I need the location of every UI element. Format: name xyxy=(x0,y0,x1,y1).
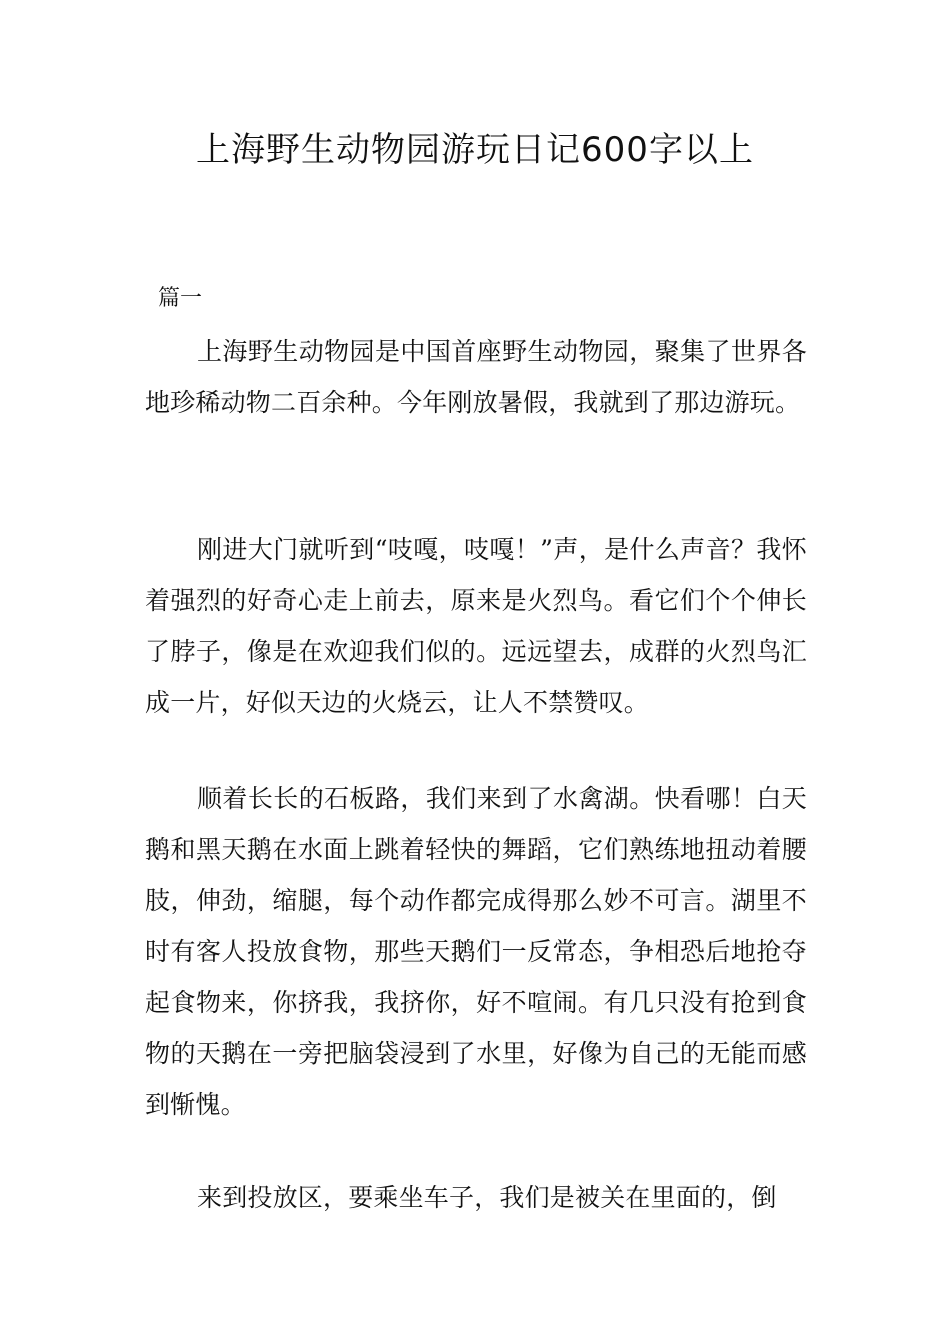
paragraph-4: 来到投放区，要乘坐车子，我们是被关在里面的，倒 xyxy=(197,1183,777,1212)
paragraph-1: 上海野生动物园是中国首座野生动物园，聚集了世界各地珍稀动物二百余种。今年刚放暑假，我就到了那边游玩。 xyxy=(145,337,807,417)
document-title: 上海野生动物园游玩日记600字以上 xyxy=(196,130,754,170)
section-label: 篇一 xyxy=(158,286,203,311)
paragraph-3: 顺着长长的石板路，我们来到了水禽湖。快看哪！白天鹅和黑天鹅在水面上跳着轻快的舞蹈，它们熟练地扭动着腰肢，伸劲，缩腿，每个动作都完成得那么妙不可言。湖里不时有客人投放食物，那些天鹅们一反常态，争相恐后地抢夺起食物来，你挤我，我挤你，好不喧闹。有几只没有抢到食物的天鹅在一旁把脑袋浸到了水里，好像为自己的无能而感到惭愧。 xyxy=(145,784,807,1119)
paragraph-2: 刚进大门就听到“吱嘎，吱嘎！”声，是什么声音？我怀着强烈的好奇心走上前去，原来是火烈鸟。看它们个个伸长了脖子，像是在欢迎我们似的。远远望去，成群的火烈鸟汇成一片，好似天边的火烧云，让人不禁赞叹。 xyxy=(145,535,807,717)
